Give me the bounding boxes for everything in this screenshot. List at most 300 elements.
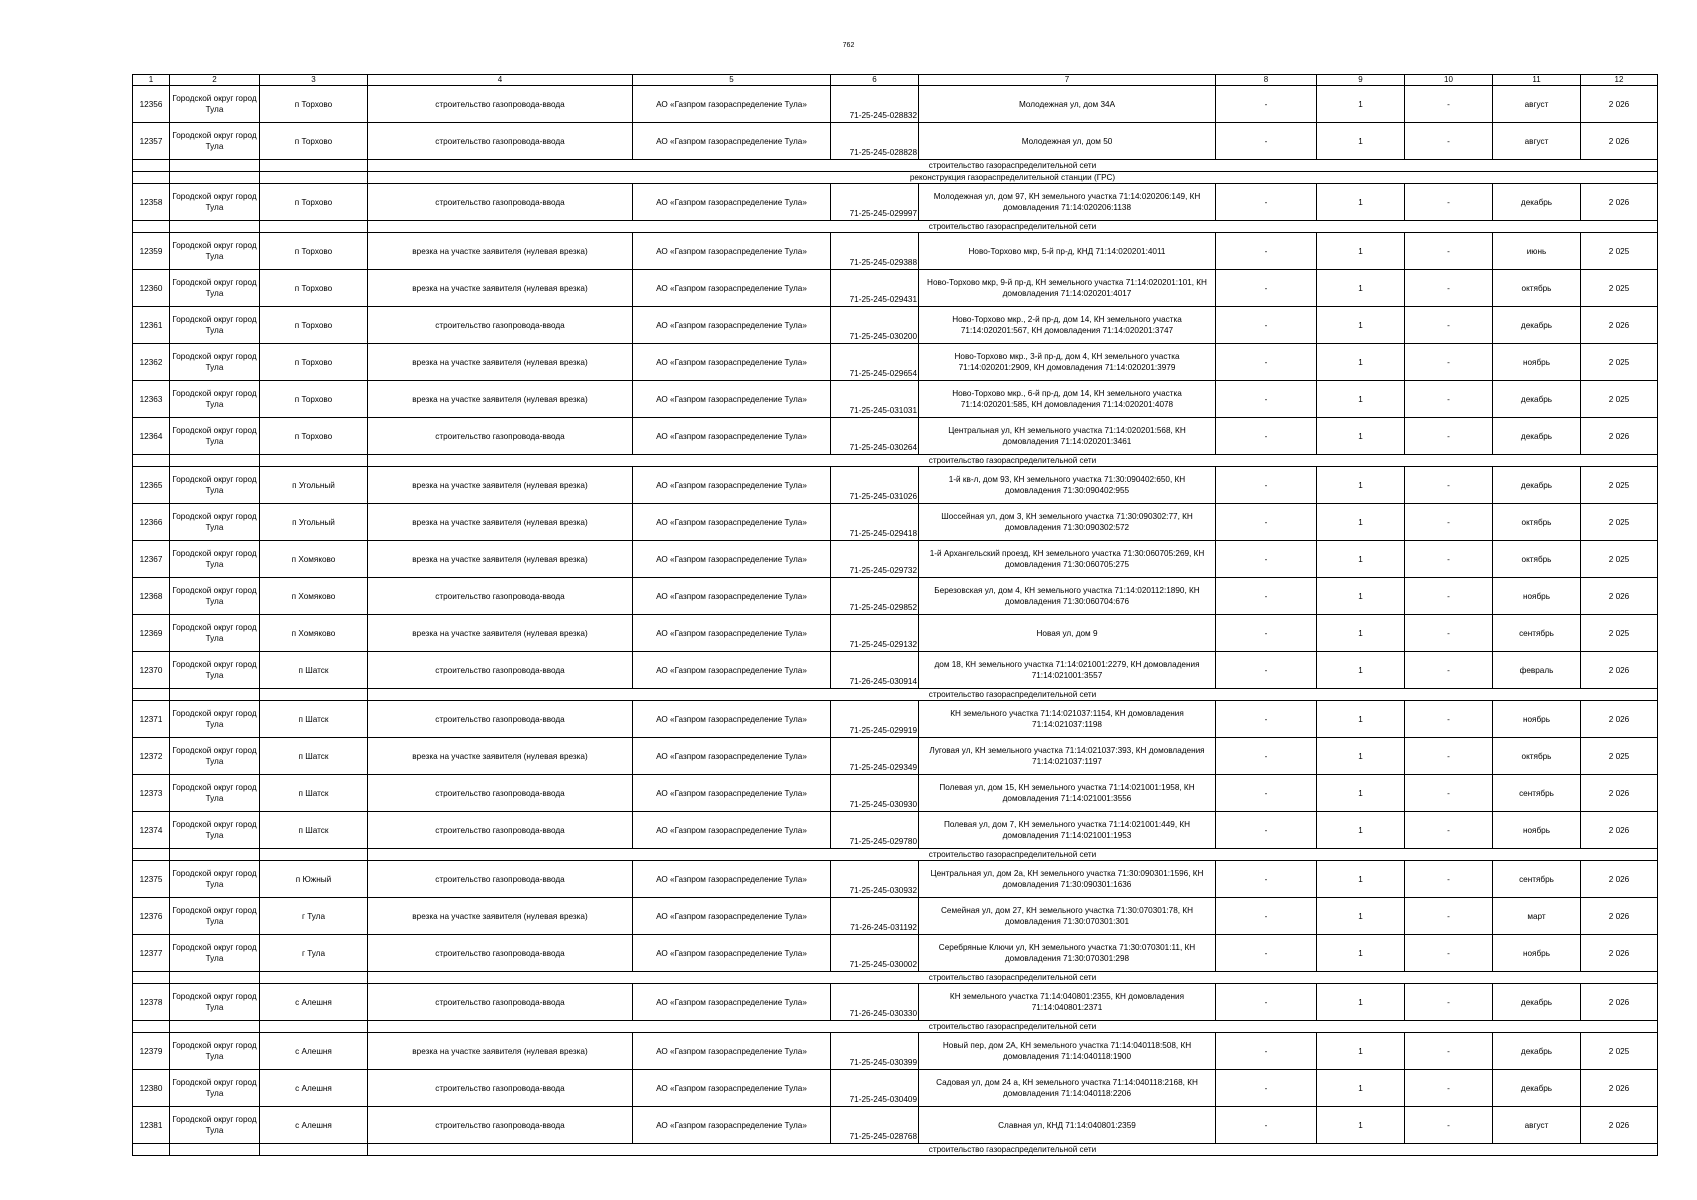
application-code-cell: 71-26-245-030330 [831,984,919,1021]
locality-cell: п Угольный [260,467,368,504]
application-code-cell: 71-25-245-029780 [831,812,919,849]
address-cell: Ново-Торхово мкр., 3-й пр-д, дом 4, КН земельного участка 71:14:020201:2909, КН домовладения 71:14:020201:3979 [919,344,1216,381]
table-row [133,652,1658,689]
address-cell: Садовая ул, дом 24 а, КН земельного участка 71:14:040118:2168, КН домовладения 71:14:040118:2206 [919,1070,1216,1107]
locality-cell: п Хомяково [260,578,368,615]
organization-cell: АО «Газпром газораспределение Тула» [633,123,831,160]
organization-cell: АО «Газпром газораспределение Тула» [633,504,831,541]
year-cell: 2 026 [1581,184,1658,221]
locality-cell: п Торхово [260,307,368,344]
column-10-cell: - [1405,270,1493,307]
address-cell: Серебряные Ключи ул, КН земельного участка 71:30:070301:11, КН домовладения 71:30:070301:298 [919,935,1216,972]
row-number-cell: 12361 [133,307,170,344]
organization-cell: АО «Газпром газораспределение Тула» [633,738,831,775]
section-label: строительство газораспределительной сети [368,1021,1658,1033]
column-8-cell: - [1216,504,1317,541]
row-number-cell: 12368 [133,578,170,615]
year-cell: 2 026 [1581,1107,1658,1144]
work-type-cell: строительство газопровода-ввода [368,307,633,344]
address-cell: КН земельного участка 71:14:040801:2355, КН домовладения 71:14:040801:2371 [919,984,1216,1021]
district-cell: Городской округ город Тула [170,898,260,935]
organization-cell: АО «Газпром газораспределение Тула» [633,344,831,381]
application-code-cell: 71-25-245-030932 [831,861,919,898]
table-row [133,1107,1658,1144]
column-10-cell: - [1405,701,1493,738]
quantity-cell: 1 [1317,270,1405,307]
locality-cell: п Торхово [260,344,368,381]
locality-cell: п Шатск [260,738,368,775]
column-number: 1 [133,75,170,86]
register-table [132,74,1658,1156]
year-cell: 2 026 [1581,307,1658,344]
column-number: 6 [831,75,919,86]
work-type-cell: строительство газопровода-ввода [368,123,633,160]
address-cell: Молодежная ул, дом 34А [919,86,1216,123]
year-cell: 2 026 [1581,775,1658,812]
column-8-cell: - [1216,344,1317,381]
section-spacer-cell [260,972,368,984]
district-cell: Городской округ город Тула [170,1107,260,1144]
month-cell: декабрь [1493,1033,1581,1070]
organization-cell: АО «Газпром газораспределение Тула» [633,307,831,344]
district-cell: Городской округ город Тула [170,307,260,344]
year-cell: 2 026 [1581,984,1658,1021]
quantity-cell: 1 [1317,898,1405,935]
application-code-cell: 71-25-245-029997 [831,184,919,221]
locality-cell: с Алешня [260,984,368,1021]
application-code-cell: 71-25-245-031031 [831,381,919,418]
register-body [133,75,1658,1156]
row-number-cell: 12380 [133,1070,170,1107]
district-cell: Городской округ город Тула [170,812,260,849]
section-spacer-cell [170,849,260,861]
quantity-cell: 1 [1317,861,1405,898]
district-cell: Городской округ город Тула [170,123,260,160]
work-type-cell: строительство газопровода-ввода [368,1070,633,1107]
column-number: 2 [170,75,260,86]
column-10-cell: - [1405,541,1493,578]
table-row [133,541,1658,578]
year-cell: 2 026 [1581,861,1658,898]
quantity-cell: 1 [1317,184,1405,221]
address-cell: Ново-Торхово мкр, 9-й пр-д, КН земельного участка 71:14:020201:101, КН домовладения 71:14:020201:4017 [919,270,1216,307]
month-cell: август [1493,123,1581,160]
column-10-cell: - [1405,381,1493,418]
section-spacer-cell [133,972,170,984]
address-cell: Шоссейная ул, дом 3, КН земельного участка 71:30:090302:77, КН домовладения 71:30:090302:572 [919,504,1216,541]
quantity-cell: 1 [1317,1033,1405,1070]
quantity-cell: 1 [1317,541,1405,578]
section-label: реконструкция газораспределительной станции (ГРС) [368,172,1658,184]
section-spacer-cell [260,160,368,172]
section-spacer-cell [133,1144,170,1156]
address-cell: Славная ул, КНД 71:14:040801:2359 [919,1107,1216,1144]
application-code-cell: 71-25-245-029349 [831,738,919,775]
table-row [133,935,1658,972]
quantity-cell: 1 [1317,381,1405,418]
month-cell: ноябрь [1493,701,1581,738]
address-cell: Новая ул, дом 9 [919,615,1216,652]
month-cell: ноябрь [1493,935,1581,972]
locality-cell: п Шатск [260,812,368,849]
application-code-cell: 71-25-245-029852 [831,578,919,615]
organization-cell: АО «Газпром газораспределение Тула» [633,812,831,849]
work-type-cell: строительство газопровода-ввода [368,701,633,738]
column-8-cell: - [1216,381,1317,418]
quantity-cell: 1 [1317,86,1405,123]
column-8-cell: - [1216,184,1317,221]
address-cell: Ново-Торхово мкр., 6-й пр-д, дом 14, КН земельного участка 71:14:020201:585, КН домовладения 71:14:020201:4078 [919,381,1216,418]
district-cell: Городской округ город Тула [170,504,260,541]
locality-cell: п Угольный [260,504,368,541]
work-type-cell: строительство газопровода-ввода [368,984,633,1021]
column-8-cell: - [1216,233,1317,270]
locality-cell: п Южный [260,861,368,898]
section-spacer-cell [133,221,170,233]
section-row [133,972,1658,984]
address-cell: Ново-Торхово мкр., 2-й пр-д, дом 14, КН земельного участка 71:14:020201:567, КН домовладения 71:14:020201:3747 [919,307,1216,344]
district-cell: Городской округ город Тула [170,738,260,775]
district-cell: Городской округ город Тула [170,578,260,615]
row-number-cell: 12376 [133,898,170,935]
column-10-cell: - [1405,775,1493,812]
quantity-cell: 1 [1317,615,1405,652]
year-cell: 2 026 [1581,701,1658,738]
table-row [133,86,1658,123]
work-type-cell: врезка на участке заявителя (нулевая врезка) [368,381,633,418]
section-spacer-cell [170,160,260,172]
month-cell: ноябрь [1493,812,1581,849]
column-10-cell: - [1405,1033,1493,1070]
application-code-cell: 71-25-245-031026 [831,467,919,504]
column-10-cell: - [1405,86,1493,123]
month-cell: декабрь [1493,307,1581,344]
column-10-cell: - [1405,898,1493,935]
row-number-cell: 12358 [133,184,170,221]
row-number-cell: 12375 [133,861,170,898]
year-cell: 2 026 [1581,1070,1658,1107]
application-code-cell: 71-25-245-030200 [831,307,919,344]
row-number-cell: 12359 [133,233,170,270]
address-cell: Центральная ул, дом 2а, КН земельного участка 71:30:090301:1596, КН домовладения 71:30:090301:1636 [919,861,1216,898]
month-cell: октябрь [1493,270,1581,307]
application-code-cell: 71-25-245-029388 [831,233,919,270]
district-cell: Городской округ город Тула [170,184,260,221]
quantity-cell: 1 [1317,812,1405,849]
year-cell: 2 026 [1581,652,1658,689]
address-cell: 1-й кв-л, дом 93, КН земельного участка 71:30:090402:650, КН домовладения 71:30:090402:955 [919,467,1216,504]
section-spacer-cell [133,1021,170,1033]
locality-cell: п Торхово [260,270,368,307]
month-cell: сентябрь [1493,615,1581,652]
column-number: 12 [1581,75,1658,86]
locality-cell: п Торхово [260,381,368,418]
year-cell: 2 026 [1581,578,1658,615]
column-8-cell: - [1216,615,1317,652]
month-cell: сентябрь [1493,861,1581,898]
row-number-cell: 12373 [133,775,170,812]
table-row [133,233,1658,270]
table-row [133,307,1658,344]
section-label: строительство газораспределительной сети [368,455,1658,467]
work-type-cell: врезка на участке заявителя (нулевая врезка) [368,1033,633,1070]
quantity-cell: 1 [1317,578,1405,615]
locality-cell: с Алешня [260,1033,368,1070]
column-10-cell: - [1405,184,1493,221]
column-8-cell: - [1216,812,1317,849]
organization-cell: АО «Газпром газораспределение Тула» [633,861,831,898]
section-row [133,1144,1658,1156]
section-spacer-cell [260,689,368,701]
section-spacer-cell [260,849,368,861]
column-8-cell: - [1216,418,1317,455]
column-10-cell: - [1405,233,1493,270]
year-cell: 2 026 [1581,123,1658,160]
row-number-cell: 12379 [133,1033,170,1070]
application-code-cell: 71-25-245-030264 [831,418,919,455]
month-cell: февраль [1493,652,1581,689]
table-row [133,504,1658,541]
year-cell: 2 026 [1581,898,1658,935]
organization-cell: АО «Газпром газораспределение Тула» [633,418,831,455]
application-code-cell: 71-26-245-031192 [831,898,919,935]
address-cell: КН земельного участка 71:14:021037:1154, КН домовладения 71:14:021037:1198 [919,701,1216,738]
section-spacer-cell [133,689,170,701]
row-number-cell: 12365 [133,467,170,504]
table-row [133,467,1658,504]
quantity-cell: 1 [1317,344,1405,381]
column-8-cell: - [1216,898,1317,935]
quantity-cell: 1 [1317,935,1405,972]
address-cell: Центральная ул, КН земельного участка 71:14:020201:568, КН домовладения 71:14:020201:3461 [919,418,1216,455]
row-number-cell: 12377 [133,935,170,972]
district-cell: Городской округ город Тула [170,381,260,418]
work-type-cell: врезка на участке заявителя (нулевая врезка) [368,898,633,935]
table-row [133,418,1658,455]
locality-cell: с Алешня [260,1107,368,1144]
district-cell: Городской округ город Тула [170,467,260,504]
month-cell: июнь [1493,233,1581,270]
quantity-cell: 1 [1317,467,1405,504]
column-8-cell: - [1216,935,1317,972]
column-8-cell: - [1216,701,1317,738]
application-code-cell: 71-25-245-029132 [831,615,919,652]
month-cell: ноябрь [1493,344,1581,381]
application-code-cell: 71-25-245-029431 [831,270,919,307]
district-cell: Городской округ город Тула [170,861,260,898]
work-type-cell: врезка на участке заявителя (нулевая врезка) [368,233,633,270]
table-row [133,184,1658,221]
quantity-cell: 1 [1317,701,1405,738]
section-spacer-cell [170,221,260,233]
work-type-cell: врезка на участке заявителя (нулевая врезка) [368,738,633,775]
section-spacer-cell [170,455,260,467]
row-number-cell: 12381 [133,1107,170,1144]
section-spacer-cell [133,160,170,172]
column-number: 9 [1317,75,1405,86]
column-10-cell: - [1405,307,1493,344]
row-number-cell: 12371 [133,701,170,738]
year-cell: 2 025 [1581,233,1658,270]
month-cell: сентябрь [1493,775,1581,812]
column-10-cell: - [1405,615,1493,652]
application-code-cell: 71-25-245-029418 [831,504,919,541]
row-number-cell: 12374 [133,812,170,849]
organization-cell: АО «Газпром газораспределение Тула» [633,541,831,578]
section-spacer-cell [170,1021,260,1033]
application-code-cell: 71-25-245-030399 [831,1033,919,1070]
column-8-cell: - [1216,738,1317,775]
table-row [133,984,1658,1021]
section-label: строительство газораспределительной сети [368,689,1658,701]
locality-cell: п Хомяково [260,615,368,652]
section-spacer-cell [133,849,170,861]
column-number: 3 [260,75,368,86]
column-10-cell: - [1405,1070,1493,1107]
table-row [133,812,1658,849]
column-8-cell: - [1216,541,1317,578]
district-cell: Городской округ город Тула [170,344,260,381]
table-row [133,738,1658,775]
quantity-cell: 1 [1317,418,1405,455]
year-cell: 2 026 [1581,86,1658,123]
locality-cell: п Торхово [260,184,368,221]
locality-cell: п Торхово [260,418,368,455]
application-code-cell: 71-25-245-029732 [831,541,919,578]
table-row [133,615,1658,652]
work-type-cell: строительство газопровода-ввода [368,812,633,849]
year-cell: 2 025 [1581,1033,1658,1070]
table-row [133,775,1658,812]
table-row [133,898,1658,935]
section-row [133,160,1658,172]
organization-cell: АО «Газпром газораспределение Тула» [633,1107,831,1144]
locality-cell: п Хомяково [260,541,368,578]
section-row [133,689,1658,701]
month-cell: декабрь [1493,467,1581,504]
column-8-cell: - [1216,578,1317,615]
year-cell: 2 026 [1581,812,1658,849]
locality-cell: п Торхово [260,233,368,270]
column-8-cell: - [1216,270,1317,307]
district-cell: Городской округ город Тула [170,418,260,455]
year-cell: 2 026 [1581,418,1658,455]
row-number-cell: 12356 [133,86,170,123]
organization-cell: АО «Газпром газораспределение Тула» [633,615,831,652]
column-number: 11 [1493,75,1581,86]
work-type-cell: врезка на участке заявителя (нулевая врезка) [368,344,633,381]
section-spacer-cell [133,455,170,467]
column-number-row [133,75,1658,86]
table-row [133,123,1658,160]
month-cell: декабрь [1493,184,1581,221]
section-spacer-cell [170,689,260,701]
organization-cell: АО «Газпром газораспределение Тула» [633,1033,831,1070]
column-10-cell: - [1405,652,1493,689]
column-10-cell: - [1405,578,1493,615]
month-cell: декабрь [1493,418,1581,455]
organization-cell: АО «Газпром газораспределение Тула» [633,652,831,689]
address-cell: Луговая ул, КН земельного участка 71:14:021037:393, КН домовладения 71:14:021037:1197 [919,738,1216,775]
locality-cell: г Тула [260,935,368,972]
table-row [133,578,1658,615]
organization-cell: АО «Газпром газораспределение Тула» [633,270,831,307]
section-row [133,1021,1658,1033]
row-number-cell: 12367 [133,541,170,578]
work-type-cell: строительство газопровода-ввода [368,1107,633,1144]
application-code-cell: 71-25-245-028832 [831,86,919,123]
year-cell: 2 025 [1581,467,1658,504]
district-cell: Городской округ город Тула [170,270,260,307]
quantity-cell: 1 [1317,1070,1405,1107]
column-10-cell: - [1405,123,1493,160]
month-cell: август [1493,1107,1581,1144]
section-spacer-cell [170,172,260,184]
organization-cell: АО «Газпром газораспределение Тула» [633,898,831,935]
column-8-cell: - [1216,984,1317,1021]
work-type-cell: строительство газопровода-ввода [368,184,633,221]
work-type-cell: строительство газопровода-ввода [368,775,633,812]
work-type-cell: строительство газопровода-ввода [368,578,633,615]
organization-cell: АО «Газпром газораспределение Тула» [633,775,831,812]
column-8-cell: - [1216,123,1317,160]
table-row [133,1070,1658,1107]
section-spacer-cell [260,221,368,233]
locality-cell: п Торхово [260,123,368,160]
section-spacer-cell [170,972,260,984]
work-type-cell: врезка на участке заявителя (нулевая врезка) [368,270,633,307]
quantity-cell: 1 [1317,233,1405,270]
address-cell: Новый пер, дом 2А, КН земельного участка 71:14:040118:508, КН домовладения 71:14:040118:1900 [919,1033,1216,1070]
column-8-cell: - [1216,307,1317,344]
column-number: 10 [1405,75,1493,86]
column-8-cell: - [1216,652,1317,689]
row-number-cell: 12366 [133,504,170,541]
section-label: строительство газораспределительной сети [368,1144,1658,1156]
section-label: строительство газораспределительной сети [368,160,1658,172]
row-number-cell: 12362 [133,344,170,381]
work-type-cell: врезка на участке заявителя (нулевая врезка) [368,467,633,504]
column-10-cell: - [1405,935,1493,972]
work-type-cell: врезка на участке заявителя (нулевая врезка) [368,541,633,578]
table-row [133,381,1658,418]
quantity-cell: 1 [1317,504,1405,541]
locality-cell: п Шатск [260,775,368,812]
district-cell: Городской округ город Тула [170,541,260,578]
address-cell: Молодежная ул, дом 97, КН земельного участка 71:14:020206:149, КН домовладения 71:14:020206:1138 [919,184,1216,221]
locality-cell: п Торхово [260,86,368,123]
quantity-cell: 1 [1317,1107,1405,1144]
address-cell: 1-й Архангельский проезд, КН земельного участка 71:30:060705:269, КН домовладения 71:30:060705:275 [919,541,1216,578]
section-row [133,172,1658,184]
address-cell: Березовская ул, дом 4, КН земельного участка 71:14:020112:1890, КН домовладения 71:30:060704:676 [919,578,1216,615]
district-cell: Городской округ город Тула [170,775,260,812]
address-cell: Семейная ул, дом 27, КН земельного участка 71:30:070301:78, КН домовладения 71:30:070301:301 [919,898,1216,935]
column-8-cell: - [1216,86,1317,123]
section-spacer-cell [260,172,368,184]
column-10-cell: - [1405,504,1493,541]
table-row [133,701,1658,738]
column-10-cell: - [1405,738,1493,775]
district-cell: Городской округ город Тула [170,701,260,738]
district-cell: Городской округ город Тула [170,1070,260,1107]
table-row [133,861,1658,898]
locality-cell: г Тула [260,898,368,935]
quantity-cell: 1 [1317,775,1405,812]
section-spacer-cell [133,172,170,184]
work-type-cell: строительство газопровода-ввода [368,861,633,898]
column-8-cell: - [1216,1033,1317,1070]
